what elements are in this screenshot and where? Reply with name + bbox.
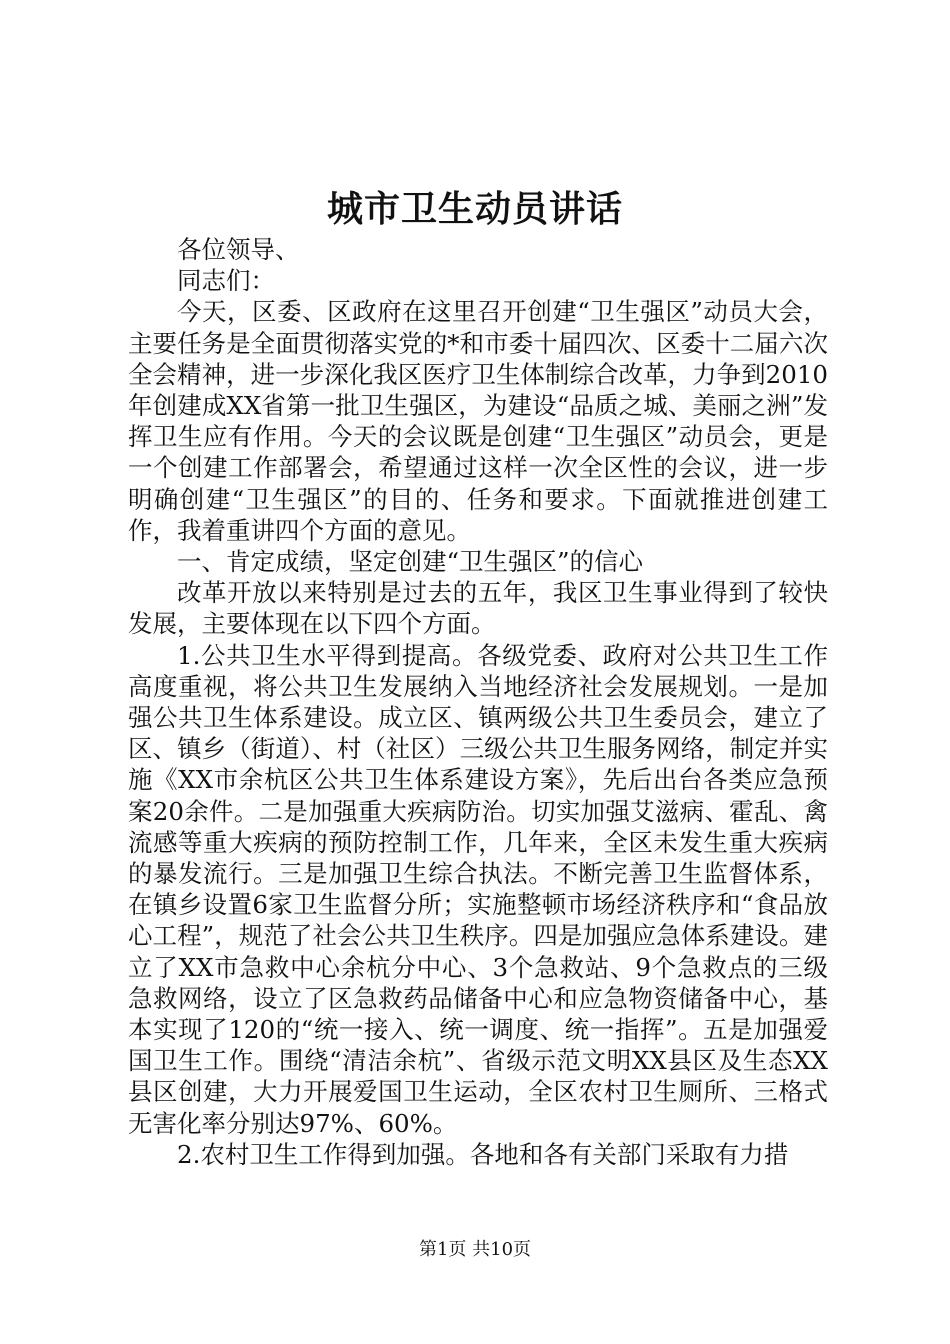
body-paragraph: 1.公共卫生水平得到提高。各级党委、政府对公共卫生工作高度重视，将公共卫生发展纳入当地经济社会发展规划。一是加强公共卫生体系建设。成立区、镇两级公共卫生委员会，建立了区、镇乡（街道）、村（社区）三级公共卫生服务网络，制定并实施《XX市余杭区公共卫生体系建设方案》，先后出台各类应急预案20余件。二是加强重大疾病防治。切实加强艾滋病、霍乱、禽流感等重大疾病的预防控制工作，几年来，全区未发生重大疾病的暴发流行。三是加强卫生综合执法。不断完善卫生监督体系，在镇乡设置6家卫生监督分所；实施整顿市场经济秩序和“食品放心工程”，规范了社会公共卫生秩序。四是加强应急体系建设。建立了XX市急救中心余杭分中心、3个急救站、9个急救点的三级急救网络，设立了区急救药品储备中心和应急物资储备中心，基本实现了120的“统一接入、统一调度、统一指挥”。五是加强爱国卫生工作。围绕“清洁余杭”、省级示范文明XX县区及生态XX县区创建，大力开展爱国卫生运动，全区农村卫生厕所、三格式无害化率分别达97%、60%。 [128,640,828,1138]
body-paragraph: 改革开放以来特别是过去的五年，我区卫生事业得到了较快发展，主要体现在以下四个方面。 [128,578,828,639]
document-body [128,234,828,1170]
page-number-footer: 第1页 共10页 [418,1239,532,1260]
salutation-line: 同志们： [177,266,275,296]
body-paragraph: 2.农村卫生工作得到加强。各地和各有关部门采取有力措 [177,1139,789,1169]
salutation-line: 各位领导、 [177,235,300,264]
document-title: 城市卫生动员讲话 [326,188,623,230]
section-heading: 一、肯定成绩，坚定创建“卫生强区”的信心 [177,547,644,577]
body-paragraph: 今天，区委、区政府在这里召开创建“卫生强区”动员大会，主要任务是全面贯彻落实党的*和市委十届四次、区委十二届六次全会精神，进一步深化我区医疗卫生体制综合改革，力争到2010年创建成XX省第一批卫生强区，为建设“品质之城、美丽之洲”发挥卫生应有作用。今天的会议既是创建“卫生强区”动员会，更是一个创建工作部署会，希望通过这样一次全区性的会议，进一步明确创建“卫生强区”的目的、任务和要求。下面就推进创建工作，我着重讲四个方面的意见。 [128,297,828,545]
